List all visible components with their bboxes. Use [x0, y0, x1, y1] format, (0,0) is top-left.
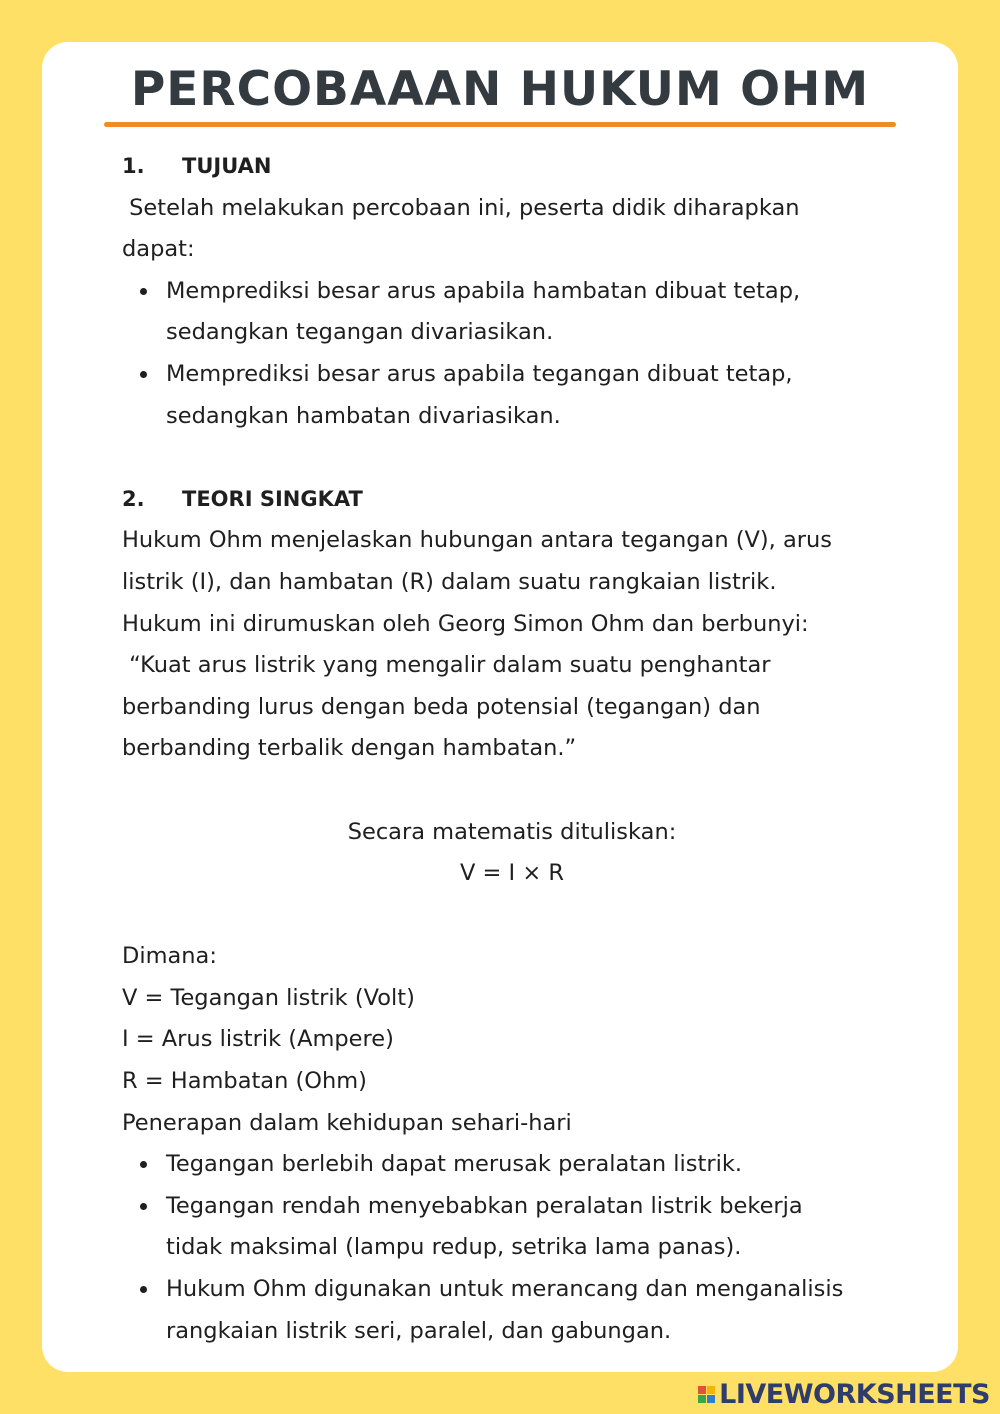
- list-item-text: Hukum Ohm digunakan untuk merancang dan menganalisis: [166, 1276, 844, 1303]
- section-number: 1.: [122, 154, 145, 178]
- logo-icon: [698, 1386, 715, 1403]
- worksheet-content: [122, 146, 902, 1352]
- section-number: 2.: [122, 486, 145, 511]
- formula: V = I × R: [460, 860, 564, 887]
- spacer: [122, 895, 902, 937]
- list-item: [166, 354, 902, 437]
- paragraph-line: Hukum ini dirumuskan oleh Georg Simon Ohm dan berbunyi:: [122, 610, 809, 637]
- intro-text: Setelah melakukan percobaan ini, peserta didik diharapkan: [122, 194, 800, 221]
- paragraph-line: listrik (I), dan hambatan (R) dalam suatu rangkaian listrik.: [122, 568, 777, 595]
- list-item-text: tidak maksimal (lampu redup, setrika lama panas).: [166, 1234, 742, 1261]
- spacer: [122, 437, 902, 479]
- objective-list: [122, 271, 902, 437]
- spacer: [122, 770, 902, 812]
- paragraph-line: “Kuat arus listrik yang mengalir dalam suatu penghantar: [122, 652, 771, 679]
- definition-line: I = Arus listrik (Ampere): [122, 1026, 394, 1053]
- section-heading-tujuan: [122, 146, 902, 188]
- list-item-text: Tegangan berlebih dapat merusak peralatan listrik.: [166, 1151, 743, 1178]
- list-item-text: Tegangan rendah menyebabkan peralatan listrik bekerja: [166, 1192, 803, 1219]
- list-item: [166, 1269, 902, 1352]
- definition-line: V = Tegangan listrik (Volt): [122, 984, 415, 1011]
- list-item-text: sedangkan hambatan divariasikan.: [166, 402, 561, 429]
- where-label: Dimana:: [122, 943, 217, 970]
- paragraph-line: Hukum Ohm menjelaskan hubungan antara tegangan (V), arus: [122, 527, 833, 554]
- intro-text: dapat:: [122, 236, 195, 263]
- brand-name: LIVEWORKSHEETS: [719, 1379, 990, 1410]
- liveworksheets-logo[interactable]: [698, 1379, 990, 1410]
- definition-line: R = Hambatan (Ohm): [122, 1068, 367, 1095]
- list-item: [166, 1144, 902, 1186]
- list-item: [166, 271, 902, 354]
- title-underline: [104, 122, 896, 127]
- list-item: [166, 1186, 902, 1269]
- list-item-text: Memprediksi besar arus apabila tegangan dibuat tetap,: [166, 360, 793, 387]
- application-heading: Penerapan dalam kehidupan sehari-hari: [122, 1109, 572, 1136]
- section-heading-teori: [122, 479, 902, 521]
- formula-intro: Secara matematis dituliskan:: [347, 818, 677, 845]
- section-title: TUJUAN: [182, 154, 272, 178]
- page-title: PERCOBAAAN HUKUM OHM: [130, 62, 870, 117]
- list-item-text: sedangkan tegangan divariasikan.: [166, 319, 554, 346]
- paragraph-line: berbanding lurus dengan beda potensial (tegangan) dan: [122, 693, 761, 720]
- list-item-text: Memprediksi besar arus apabila hambatan dibuat tetap,: [166, 277, 801, 304]
- list-item-text: rangkaian listrik seri, paralel, dan gabungan.: [166, 1317, 672, 1344]
- application-list: [122, 1144, 902, 1352]
- paragraph-line: berbanding terbalik dengan hambatan.”: [122, 735, 577, 762]
- section-title: TEORI SINGKAT: [182, 486, 363, 511]
